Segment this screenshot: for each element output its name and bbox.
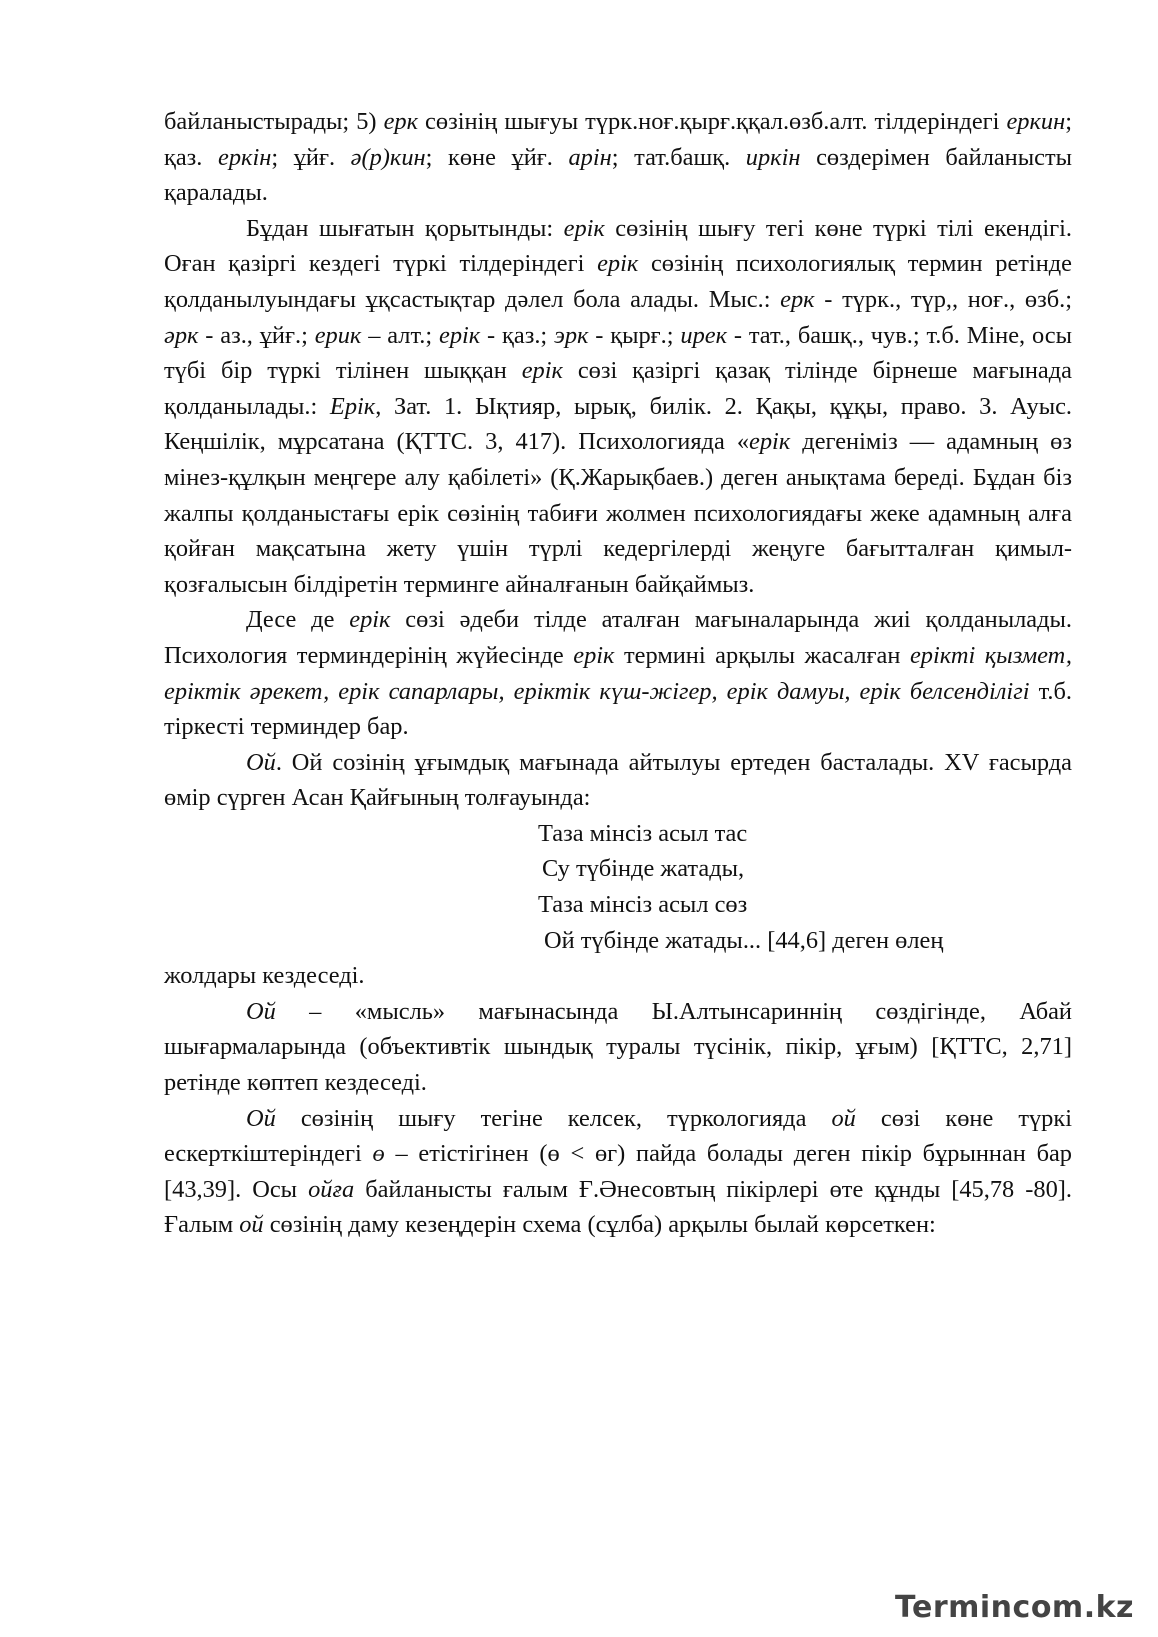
italic-term: ой — [239, 1211, 264, 1239]
italic-term: ой — [831, 1104, 856, 1132]
paragraph-p3 — [164, 602, 1072, 744]
text-run: Десе де — [246, 606, 350, 634]
italic-term: ерк — [780, 285, 815, 313]
poem-line: Таза мінсіз асыл сөз — [538, 891, 748, 919]
text-run: - түрк., түр,, ноғ., өзб.; — [814, 285, 1072, 313]
text-run: ; ұйғ. — [271, 143, 351, 171]
text-run: – «мысль» мағынасында Ы.Алтынсариннің сөздігінде, Абай шығармаларында (объективтік шындық туралы түсінік, пікір, ұғым) [ҚТТС, 2,71] ретінде көптеп кездеседі. — [164, 997, 1072, 1097]
italic-term: ерік — [573, 641, 615, 669]
text-run: байланыстырады; 5) — [164, 108, 384, 135]
text-run: дегеніміз — адамның өз мінез-құлқын меңгере алу қабілеті» (Қ.Жарықбаев.) деген анықтама береді. Бұдан біз жалпы қолданыстағы ерік сөзінің табиғи жолмен психологиядағы жеке адамның алға қойған мақсатына жету үшін түрлі кедергілерді жеңуге бағытталған қимыл-қозғалысын білдіретін терминге айналғанын байқаймыз. — [164, 428, 1073, 598]
italic-term: еркін — [218, 143, 272, 171]
text-run: – алт.; — [361, 321, 439, 349]
text-run: , Зат. 1. Ықтияр, ырық, билік. 2. Қақы, құқы, право. 3. Ауыс. Кеңшілік, мұрсатана (ҚТТС. 3, 417). Психологияда « — [164, 392, 1072, 456]
text-run: термині арқылы жасалған — [614, 641, 910, 669]
italic-term: ерік — [563, 214, 605, 242]
poem-continuation: жолдары кездеседі. — [164, 962, 365, 990]
text-run: Бұдан шығатын қорытынды: — [246, 214, 564, 242]
poem-line: Су түбінде жатады, — [542, 855, 745, 883]
paragraph-p4 — [164, 745, 1072, 816]
text-run: сөзі әдеби тілде аталған мағыналарында жиі қолданылады. Психология терминдерінің жүйесінде — [164, 606, 1072, 669]
text-run: сөзі көне түркі ескерткіштеріндегі — [164, 1104, 1073, 1168]
text-run: - қырғ.; — [588, 321, 681, 349]
italic-term: Ой — [246, 997, 276, 1025]
watermark-text: Termincom.kz — [895, 1590, 1134, 1625]
document-body — [164, 104, 1072, 1243]
italic-term: Ой — [246, 1104, 276, 1132]
paragraph-p1 — [164, 104, 1072, 211]
text-run: сөзі қазіргі қазақ тілінде бірнеше мағынада қолданылады.: — [164, 357, 1072, 420]
italic-term: ерік — [597, 250, 639, 278]
text-run: сөзінің психологиялық термин ретінде қолданылуындағы ұқсастықтар дәлел бола алады. Мыс.: — [164, 250, 1072, 313]
italic-term: ерік — [521, 357, 563, 385]
text-run: сөзінің шығу тегі көне түркі тілі екендігі. Оған қазіргі кездегі түркі тілдеріндегі — [164, 214, 1072, 278]
paragraph-group-2 — [164, 994, 1072, 1243]
text-run: ; көне ұйғ. — [425, 143, 569, 171]
italic-term: ирек — [680, 321, 728, 349]
site-watermark-logo — [895, 1590, 1134, 1625]
italic-term: ерік — [439, 321, 481, 349]
italic-term: ерік — [349, 606, 391, 634]
italic-term: ерікті қызмет, еріктік әрекет, ерік сапарлары, еріктік күш-жігер, ерік дамуы, ерік белсенділігі — [164, 641, 1072, 705]
italic-term: ерк — [383, 108, 419, 135]
italic-term: эрк — [554, 321, 589, 349]
italic-term: ә(р)кин — [350, 143, 426, 171]
text-run: сөзінің шығу тегіне келсек, түркологияда — [275, 1104, 832, 1132]
text-run: сөздерімен байланысты қаралады. — [164, 143, 1072, 207]
italic-term: Ой — [246, 748, 276, 776]
text-run: ; қаз. — [164, 108, 1072, 171]
italic-term: еркин — [1006, 108, 1066, 135]
italic-term: ө — [372, 1140, 385, 1168]
text-run: - аз., ұйғ.; — [198, 321, 315, 349]
text-run: т.б. тіркесті терминдер бар. — [164, 677, 1072, 741]
italic-term: иркін — [745, 143, 801, 171]
poem-line: Ой түбінде жатады... [44,6] деген өлең — [544, 926, 944, 954]
text-run: - тат., башқ., чув.; т.б. Міне, осы түбі бір түркі тілінен шыққан — [164, 321, 1073, 385]
italic-term: Ерік — [329, 392, 376, 420]
italic-term: ерик — [314, 321, 362, 349]
italic-term: ойға — [308, 1175, 355, 1203]
text-run: сөзінің даму кезеңдерін схема (сұлба) арқылы былай көрсеткен: — [263, 1211, 936, 1239]
paragraph-group-1 — [164, 104, 1072, 816]
text-run: байланысты ғалым Ғ.Әнесовтың пікірлері өте құнды [45,78 -80]. Ғалым — [164, 1175, 1072, 1239]
italic-term: әрк — [164, 321, 199, 349]
text-run: ; тат.башқ. — [611, 143, 746, 171]
poem-quote — [164, 816, 1072, 958]
paragraph-p6 — [164, 1101, 1072, 1243]
text-run: сөзінің шығуы түрк.ноғ.қырғ.ққал.өзб.алт. тілдеріндегі — [418, 108, 1007, 135]
text-run: – етістігінен (ө < өг) пайда болады деген пікір бұрыннан бар [43,39]. Осы — [164, 1140, 1073, 1203]
text-run: . Ой созінің ұғымдық мағынада айтылуы ертеден басталады. XV ғасырда өмір сүрген Асан Қайғының толғауында: — [164, 748, 1072, 812]
text-run: - қаз.; — [480, 321, 555, 349]
poem-line: Таза мінсіз асыл тас — [538, 819, 748, 847]
italic-term: арін — [568, 143, 612, 171]
italic-term: ерік — [749, 428, 791, 456]
paragraph-p5 — [164, 994, 1072, 1101]
paragraph-p2 — [164, 211, 1072, 603]
